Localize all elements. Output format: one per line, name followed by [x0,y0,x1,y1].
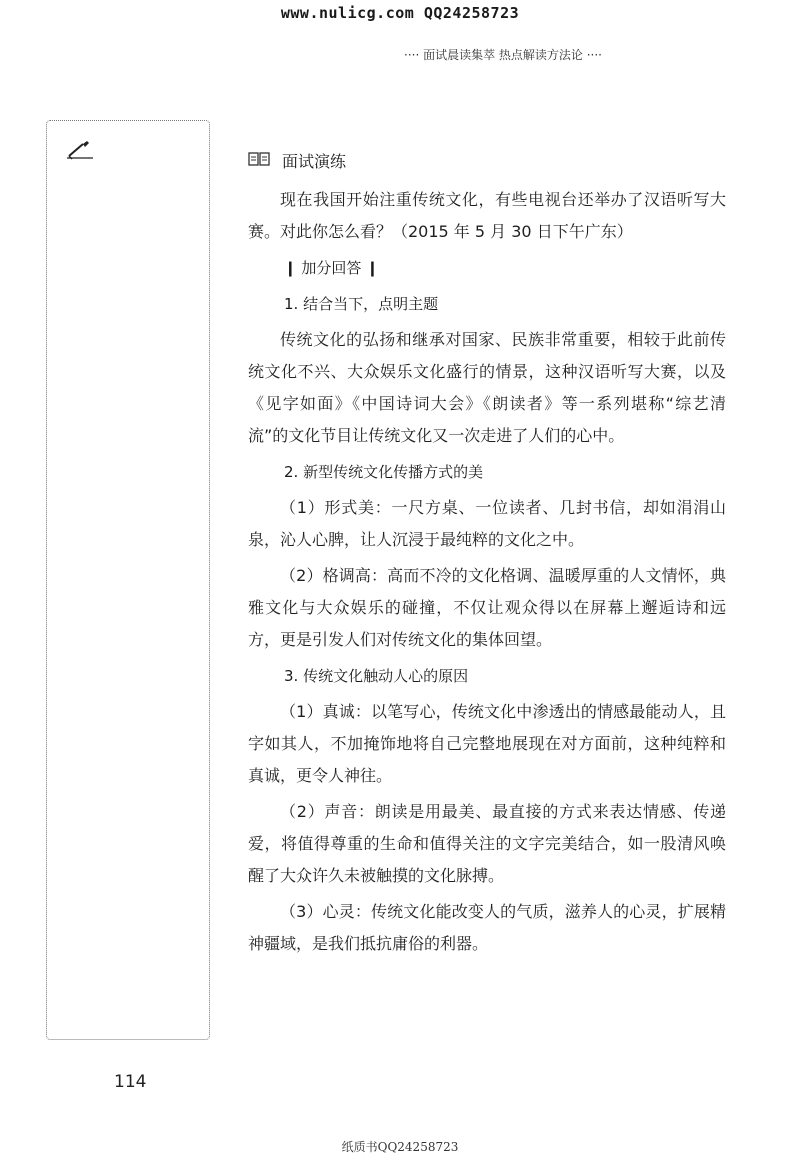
section-heading [248,142,726,178]
running-header: ···· 面试晨读集萃 热点解读方法论 ···· [404,48,602,62]
subheading-1: 1. 结合当下，点明主题 [284,295,439,313]
paragraph: （1）真诚：以笔写心，传统文化中渗透出的情感最能动人，且字如其人，不加掩饰地将自己完整地展现在对方面前，这种纯粹和真诚，更令人神往。 [248,702,726,785]
paragraph: 传统文化的弘扬和继承对国家、民族非常重要，相较于此前传统文化不兴、大众娱乐文化盛行的情景，这种汉语听写大赛，以及《见字如面》《中国诗词大会》《朗读者》等一系列堪称“综艺清流”的文化节目让传统文化又一次走进了人们的心中。 [248,330,726,445]
subheading-3: 3. 传统文化触动人心的原因 [284,667,469,685]
footer-stamp: 纸质书QQ24258723 [341,1140,459,1154]
main-content [248,142,726,964]
page-number: 114 [114,1072,147,1092]
book-icon [248,149,270,171]
notes-sidebar [46,120,210,1040]
header-url: www.nulicg.com QQ24258723 [280,4,520,22]
subheading-2: 2. 新型传统文化传播方式的美 [284,463,484,481]
answer-label: ❙ 加分回答 ❙ [284,259,379,277]
section-title: 面试演练 [282,151,347,171]
paragraph: （3）心灵：传统文化能改变人的气质，滋养人的心灵，扩展精神疆域，是我们抵抗庸俗的利器。 [248,902,726,953]
question-text: 现在我国开始注重传统文化，有些电视台还举办了汉语听写大赛。对此你怎么看？（2015 年 5 月 30 日下午广东） [248,190,726,241]
paragraph: （1）形式美：一尺方桌、一位读者、几封书信，却如涓涓山泉，沁人心脾，让人沉浸于最纯粹的文化之中。 [248,498,726,549]
paragraph: （2）声音：朗读是用最美、最直接的方式来表达情感、传递爱，将值得尊重的生命和值得关注的文字完美结合，如一股清风唤醒了大众许久未被触摸的文化脉搏。 [248,802,726,885]
pencil-icon [65,139,95,165]
paragraph: （2）格调高：高而不冷的文化格调、温暖厚重的人文情怀，典雅文化与大众娱乐的碰撞，不仅让观众得以在屏幕上邂逅诗和远方，更是引发人们对传统文化的集体回望。 [248,566,726,649]
